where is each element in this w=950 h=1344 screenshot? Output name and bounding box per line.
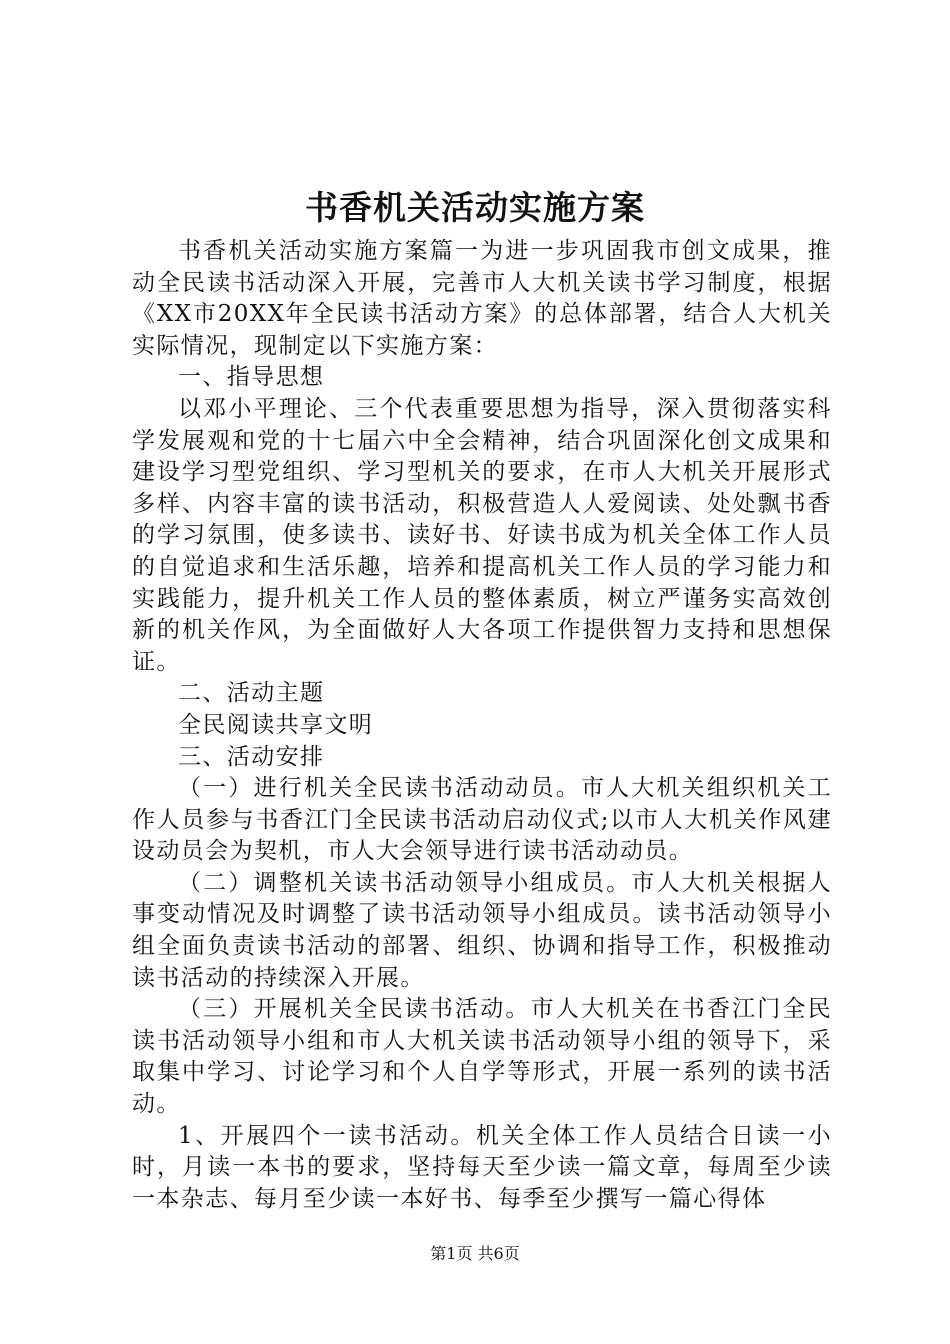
paragraph-arrangement-2: （二）调整机关读书活动领导小组成员。市人大机关根据人事变动情况及时调整了读书活动领导小组成员。读书活动领导小组全面负责读书活动的部署、组织、协调和指导工作，积极推动读书活动的持续深入开展。 bbox=[132, 869, 832, 991]
paragraph-intro: 书香机关活动实施方案篇一为进一步巩固我市创文成果，推动全民读书活动深入开展，完善市人大机关读书学习制度，根据《XX市20XX年全民读书活动方案》的总体部署，结合人大机关实际情况，现制定以下实施方案： bbox=[132, 238, 832, 359]
paragraph-arrangement-1: （一）进行机关全民读书活动动员。市人大机关组织机关工作人员参与书香江门全民读书活动启动仪式;以市人大机关作风建设动员会为契机，市人大会领导进行读书活动动员。 bbox=[132, 775, 832, 865]
section-heading-activity-theme: 二、活动主题 bbox=[178, 680, 325, 707]
page-number-footer: 第1页 共6页 bbox=[430, 1244, 520, 1263]
paragraph-four-ones: 1、开展四个一读书活动。机关全体工作人员结合日读一小时，月读一本书的要求，坚持每天至少读一篇文章，每周至少读一本杂志、每月至少读一本好书、每季至少撰写一篇心得体 bbox=[132, 1122, 832, 1212]
paragraph-guiding-thought: 以邓小平理论、三个代表重要思想为指导，深入贯彻落实科学发展观和党的十七届六中全会精神，结合巩固深化创文成果和建设学习型党组织、学习型机关的要求，在市人大机关开展形式多样、内容丰富的读书活动，积极营造人人爱阅读、处处飘书香的学习氛围，使多读书、读好书、好读书成为机关全体工作人员的自觉追求和生活乐趣，培养和提高机关工作人员的学习能力和实践能力，提升机关工作人员的整体素质，树立严谨务实高效创新的机关作风，为全面做好人大各项工作提供智力支持和思想保证。 bbox=[132, 395, 832, 675]
document-body bbox=[132, 236, 832, 1215]
paragraph-activity-theme: 全民阅读共享文明 bbox=[178, 711, 374, 738]
document-title: 书香机关活动实施方案 bbox=[305, 188, 645, 227]
paragraph-arrangement-3: （三）开展机关全民读书活动。市人大机关在书香江门全民读书活动领导小组和市人大机关读书活动领导小组的领导下，采取集中学习、讨论学习和个人自学等形式，开展一系列的读书活动。 bbox=[132, 996, 832, 1118]
section-heading-activity-arrangement: 三、活动安排 bbox=[178, 743, 325, 770]
section-heading-guiding-thought: 一、指导思想 bbox=[178, 364, 325, 391]
